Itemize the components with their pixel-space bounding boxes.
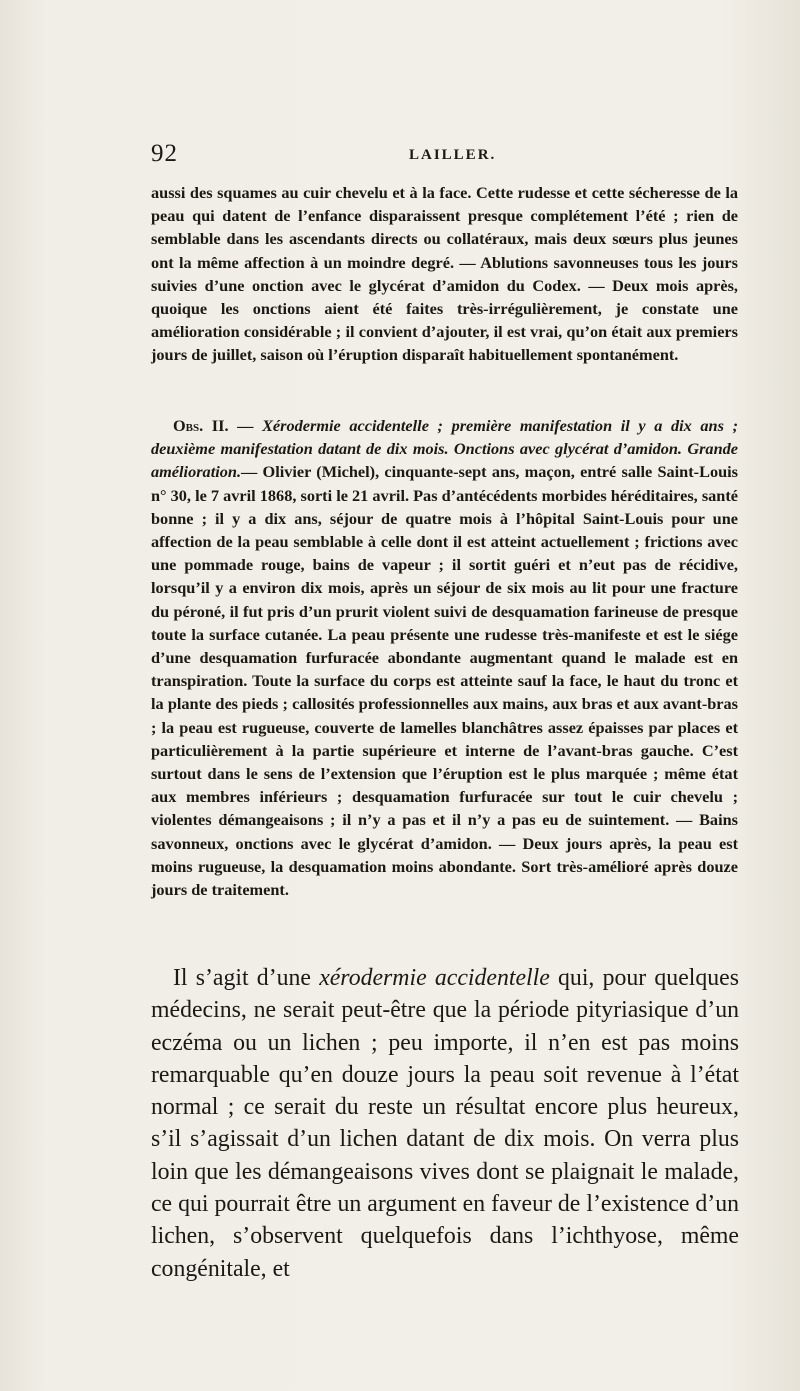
running-head: LAILLER. (409, 147, 497, 163)
commentary-text (151, 962, 739, 1285)
observation-title: Xérodermie accidentelle ; première manifestation il y a dix ans ; deuxième manifestation datant de dix mois. Onctions avec glycérat d’amidon. Grande amélioration. (151, 416, 738, 482)
observation-2 (151, 414, 738, 901)
commentary-text-start: Il s’agit d’une (173, 965, 320, 991)
observation-label: Obs. II. (173, 416, 229, 435)
commentary-paragraph (151, 962, 739, 1285)
page-header (151, 140, 691, 174)
paragraph-case-continuation (151, 181, 738, 367)
commentary-text-end: qui, pour quelques médecins, ne serait peut-être que la période pityriasique d’un eczéma ou un lichen ; peu importe, il n’en est pas moins remarquable qu’en douze jours la peau soit revenue à l’état normal ; ce serait du reste un résultat encore plus heureux, s’il s’agissait d’un lichen datant de dix mois. On verra plus loin que les démangeaisons vives dont se plaignait le malade, ce qui pourrait être un argument en faveur de l’existence d’un lichen, s’observent quelquefois dans l’ichthyose, même congénitale, et (151, 965, 739, 1282)
observation-dash: — (228, 416, 263, 435)
commentary-emphasis: xérodermie accidentelle (319, 965, 550, 991)
observation-body: — Olivier (Michel), cinquante-sept ans, maçon, entré salle Saint-Louis n° 30, le 7 avril 1868, sorti le 21 avril. Pas d’antécédents morbides héréditaires, santé bonne ; il y a dix ans, séjour de quatre mois à l’hôpital Saint-Louis pour une affection de la peau semblable à celle dont il est atteint actuellement ; frictions avec une pommade rouge, bains de vapeur ; il sortit guéri et n’eut pas de récidive, lorsqu’il y a environ dix mois, après un séjour de six mois au lit pour une fracture du péroné, il fut pris d’un prurit violent suivi de desquamation farineuse de presque toute la surface cutanée. La peau présente une rudesse très-manifeste et est le siége d’une desquamation furfuracée abondante augmentant quand le malade est en transpiration. Toute la surface du corps est atteinte sauf la face, le haut du tronc et la plante des pieds ; callosités professionnelles aux mains, aux bras et aux avant-bras ; la peau est rugueuse, couverte de lamelles blanchâtres assez épaisses par places et particulièrement à la partie supérieure et interne de l’avant-bras gauche. C’est surtout dans le sens de l’extension que l’éruption est le plus marquée ; même état aux membres inférieurs ; desquamation furfuracée sur tout le cuir chevelu ; violentes démangeaisons ; il n’y a pas et il n’y a pas eu de suintement. — Bains savonneux, onctions avec le glycérat d’amidon. — Deux jours après, la peau est moins rugueuse, la desquamation moins abondante. Sort très-amélioré après douze jours de traitement. (151, 462, 738, 900)
paragraph-text: aussi des squames au cuir chevelu et à la face. Cette rudesse et cette sécheresse de la peau qui datent de l’enfance disparaissent presque complétement l’été ; rien de semblable dans les ascendants directs ou collatéraux, mais deux sœurs plus jeunes ont la même affection à un moindre degré. — Ablutions savonneuses tous les jours suivies d’une onction avec le glycérat d’amidon du Codex. — Deux mois après, quoique les onctions aient été faites très-irrégulièrement, je constate une amélioration considérable ; il convient d’ajouter, il est vrai, qu’on était aux premiers jours de juillet, saison où l’éruption disparaît habituellement spontanément. (151, 183, 738, 365)
observation-paragraph (151, 414, 738, 901)
page-number: 92 (151, 140, 178, 167)
